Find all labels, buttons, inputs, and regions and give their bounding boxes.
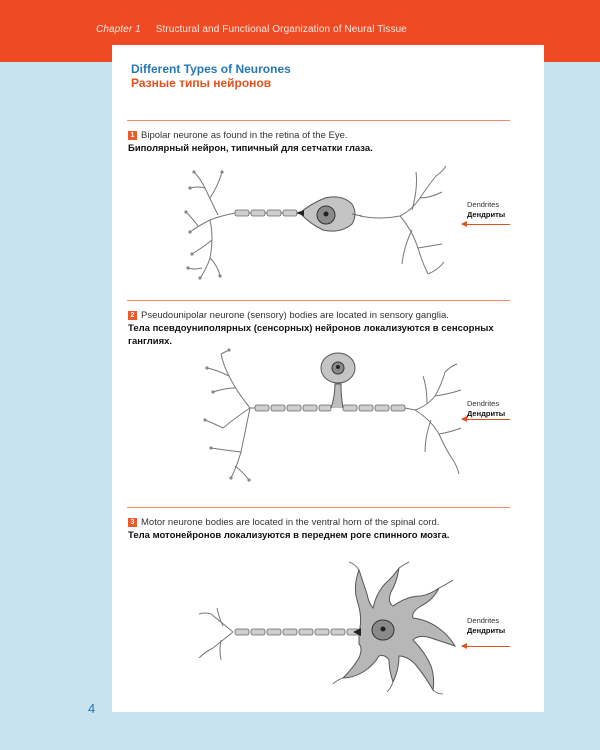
pointer-arrow bbox=[462, 224, 510, 225]
caption-ru: Биполярный нейрон, типичный для сетчатки глаза. bbox=[128, 143, 373, 154]
dendrites-label-en: Dendrites bbox=[467, 200, 500, 209]
section-2-caption bbox=[128, 309, 508, 348]
caption-en: 2 Pseudounipolar neurone (sensory) bodies are located in sensory ganglia. bbox=[128, 309, 508, 322]
dendrites-label-ru: Дендриты bbox=[467, 409, 506, 418]
pseudounipolar-neurone-illustration bbox=[195, 348, 467, 488]
dendrites-label bbox=[467, 616, 505, 636]
dendrites-label-ru: Дендриты bbox=[467, 210, 506, 219]
section-divider bbox=[127, 507, 510, 508]
dendrites-label-ru: Дендриты bbox=[467, 626, 506, 635]
section-number-badge: 3 bbox=[128, 518, 137, 527]
bipolar-neurone-illustration bbox=[180, 158, 460, 283]
caption-ru: Тела псевдоуниполярных (сенсорных) нейронов локализуются в сенсорных ганглиях. bbox=[128, 323, 494, 347]
running-header bbox=[96, 24, 407, 35]
section-1-caption bbox=[128, 129, 508, 155]
page-number: 4 bbox=[88, 701, 96, 716]
section-divider bbox=[127, 300, 510, 301]
section-number-badge: 2 bbox=[128, 311, 137, 320]
chapter-number: Chapter 1 bbox=[96, 24, 141, 35]
caption-ru: Тела мотонейронов локализуются в переднем роге спинного мозга. bbox=[128, 530, 450, 541]
motor-neurone-illustration bbox=[193, 560, 465, 695]
dendrites-label bbox=[467, 399, 505, 419]
page-title-en: Different Types of Neurones bbox=[131, 62, 291, 76]
caption-en: 1 Bipolar neurone as found in the retina of the Eye. bbox=[128, 129, 508, 142]
section-3-caption bbox=[128, 516, 508, 542]
dendrites-label bbox=[467, 200, 505, 220]
caption-en: 3 Motor neurone bodies are located in the ventral horn of the spinal cord. bbox=[128, 516, 508, 529]
section-number-badge: 1 bbox=[128, 131, 137, 140]
dendrites-label-en: Dendrites bbox=[467, 399, 500, 408]
pointer-arrow bbox=[462, 646, 510, 647]
page-title-ru: Разные типы нейронов bbox=[131, 76, 272, 90]
pointer-arrow bbox=[462, 419, 510, 420]
chapter-title: Structural and Functional Organization of Neural Tissue bbox=[155, 24, 407, 35]
dendrites-label-en: Dendrites bbox=[467, 616, 500, 625]
section-divider bbox=[127, 120, 510, 121]
